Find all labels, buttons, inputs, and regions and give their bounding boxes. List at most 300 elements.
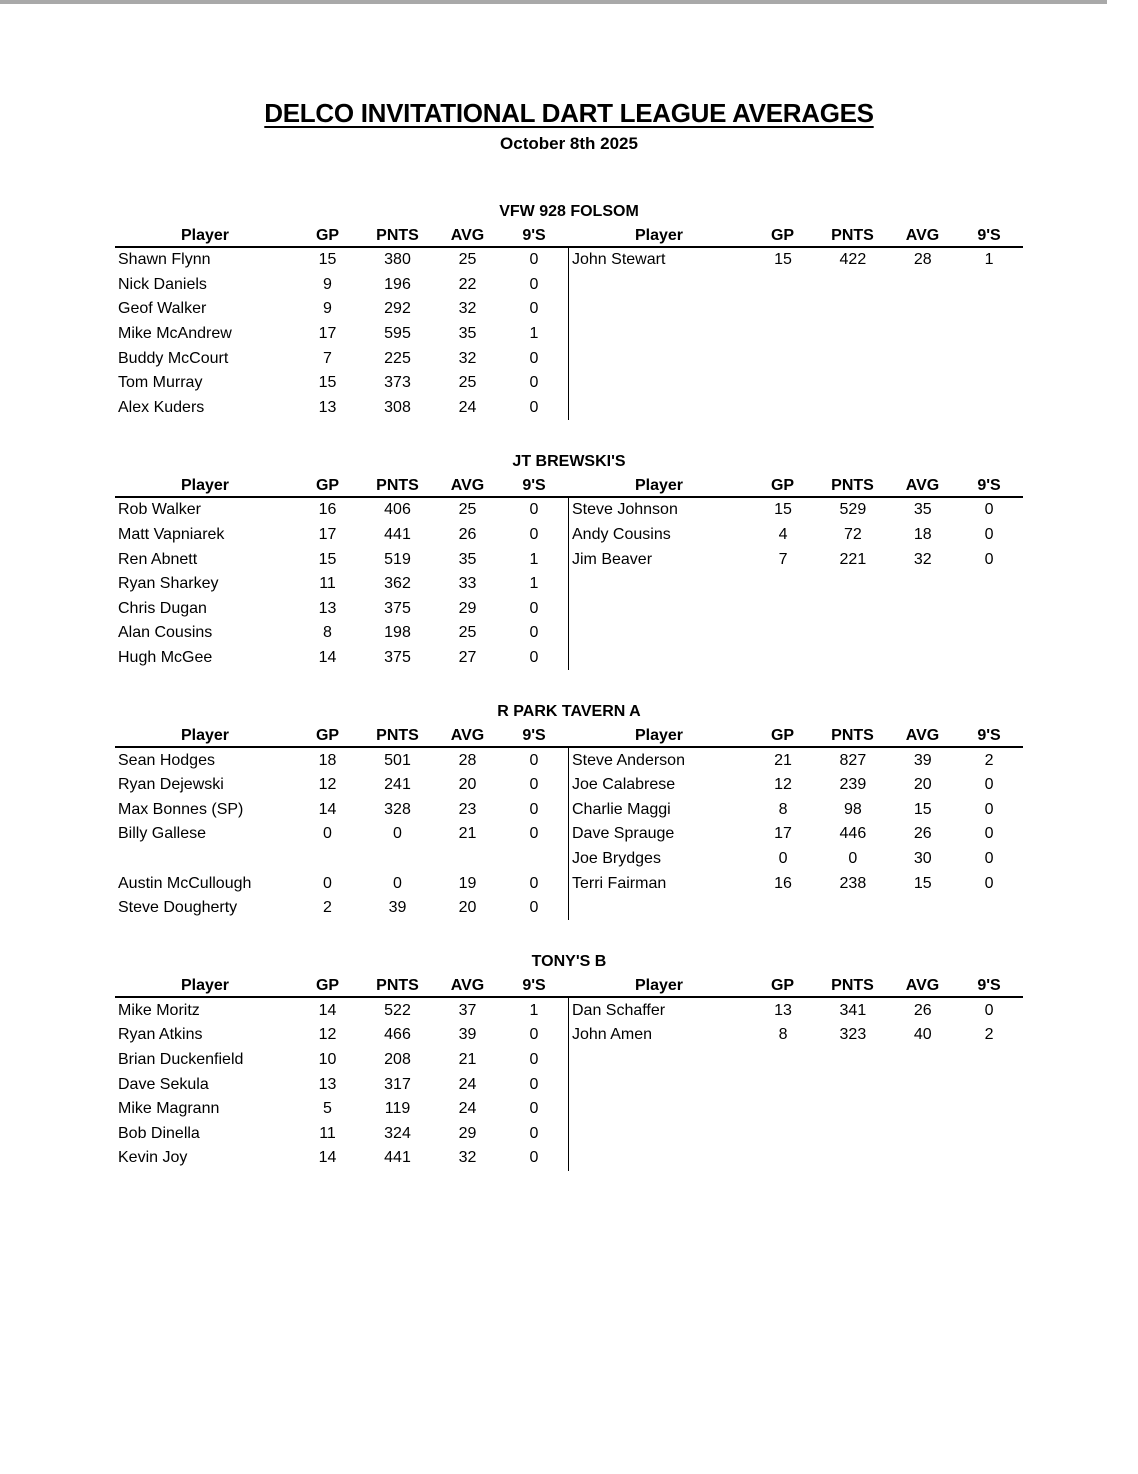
nines-cell: 0 bbox=[529, 300, 539, 318]
nines-cell: 0 bbox=[984, 776, 994, 794]
player-row bbox=[115, 572, 568, 597]
player-name-cell: Steve Anderson bbox=[572, 751, 685, 769]
left-rows bbox=[115, 248, 568, 420]
player-row bbox=[115, 998, 568, 1023]
gp-cell: 0 bbox=[778, 849, 788, 867]
gp-cell: 12 bbox=[774, 776, 792, 794]
blank-row bbox=[569, 621, 1023, 646]
team-section bbox=[0, 202, 1138, 420]
blank-row bbox=[569, 646, 1023, 671]
nines-cell: 0 bbox=[529, 1100, 539, 1118]
gp-cell: 10 bbox=[318, 1050, 337, 1068]
player-name-cell: Steve Johnson bbox=[572, 501, 678, 519]
player-row bbox=[115, 798, 568, 823]
avg-cell: 39 bbox=[458, 1026, 477, 1044]
nines-cell: 0 bbox=[529, 251, 539, 269]
nines-cell: 0 bbox=[529, 349, 539, 367]
nines-cell: 1 bbox=[529, 575, 539, 593]
blank-row bbox=[569, 896, 1023, 921]
col-header-player: Player bbox=[180, 227, 230, 244]
player-name-cell: Ryan Sharkey bbox=[118, 575, 219, 593]
right-rows bbox=[568, 998, 1023, 1170]
blank-row bbox=[115, 847, 568, 872]
gp-cell: 0 bbox=[323, 874, 332, 892]
player-name-cell: Nick Daniels bbox=[118, 275, 207, 293]
averages-table bbox=[115, 724, 1023, 920]
avg-cell: 20 bbox=[458, 776, 477, 794]
player-name-cell: Chris Dugan bbox=[118, 599, 207, 617]
avg-cell: 32 bbox=[458, 1149, 477, 1167]
blank-row bbox=[569, 396, 1023, 421]
avg-cell: 33 bbox=[458, 575, 477, 593]
player-name-cell: Buddy McCourt bbox=[118, 349, 229, 367]
col-header-gp: GP bbox=[315, 477, 340, 495]
pnts-cell: 323 bbox=[839, 1026, 867, 1044]
col-header-player: Player bbox=[180, 477, 230, 495]
player-name-cell: Dan Schaffer bbox=[572, 1001, 666, 1019]
header-left-half bbox=[115, 974, 568, 996]
player-name-cell: Mike Moritz bbox=[118, 1001, 200, 1019]
pnts-cell: 196 bbox=[384, 275, 411, 293]
player-name-cell: Jim Beaver bbox=[572, 550, 653, 568]
avg-cell: 28 bbox=[913, 251, 932, 269]
nines-cell: 0 bbox=[984, 849, 994, 867]
player-row bbox=[115, 273, 568, 298]
gp-cell: 12 bbox=[318, 776, 337, 794]
col-header-gp: GP bbox=[770, 727, 795, 745]
player-name-cell: Alex Kuders bbox=[118, 398, 205, 416]
nines-cell: 1 bbox=[529, 550, 539, 568]
nines-cell: 0 bbox=[529, 1075, 539, 1093]
player-name-cell: Charlie Maggi bbox=[572, 800, 671, 818]
player-row bbox=[569, 1023, 1023, 1048]
player-name-cell: Shawn Flynn bbox=[118, 251, 211, 269]
nines-cell: 0 bbox=[529, 275, 539, 293]
avg-cell: 25 bbox=[458, 374, 477, 392]
avg-cell: 20 bbox=[458, 899, 477, 917]
nines-cell: 0 bbox=[529, 1026, 539, 1044]
gp-cell: 14 bbox=[318, 1149, 337, 1167]
player-name-cell: Geof Walker bbox=[118, 300, 207, 318]
blank-row bbox=[569, 1097, 1023, 1122]
averages-table bbox=[115, 474, 1023, 670]
pnts-cell: 380 bbox=[384, 251, 411, 269]
nines-cell: 0 bbox=[529, 825, 539, 843]
avg-cell: 26 bbox=[458, 526, 477, 544]
player-row bbox=[115, 1023, 568, 1048]
avg-cell: 26 bbox=[913, 1001, 932, 1019]
player-name-cell: Rob Walker bbox=[118, 501, 201, 519]
player-row bbox=[115, 1048, 568, 1073]
player-name-cell: Billy Gallese bbox=[118, 825, 207, 843]
right-rows bbox=[568, 248, 1023, 420]
player-row bbox=[569, 871, 1023, 896]
gp-cell: 11 bbox=[319, 1124, 336, 1142]
pnts-cell: 529 bbox=[839, 501, 867, 519]
gp-cell: 9 bbox=[323, 300, 332, 318]
col-header-gp: GP bbox=[770, 477, 795, 495]
left-rows bbox=[115, 748, 568, 920]
avg-cell: 40 bbox=[913, 1026, 932, 1044]
team-name: VFW 928 FOLSOM bbox=[499, 203, 639, 220]
player-name-cell: Kevin Joy bbox=[118, 1149, 188, 1167]
player-name-cell: Andy Cousins bbox=[572, 526, 671, 544]
player-row bbox=[115, 523, 568, 548]
team-name: TONY'S B bbox=[531, 953, 607, 971]
pnts-cell: 441 bbox=[384, 526, 411, 544]
avg-cell: 20 bbox=[913, 776, 932, 794]
player-name-cell: John Amen bbox=[572, 1026, 653, 1044]
player-row bbox=[115, 748, 568, 773]
pnts-cell: 0 bbox=[848, 849, 858, 867]
player-row bbox=[115, 346, 568, 371]
col-header-nines: 9'S bbox=[977, 727, 1001, 745]
player-row bbox=[569, 847, 1023, 872]
nines-cell: 0 bbox=[529, 1050, 539, 1068]
nines-cell: 0 bbox=[984, 501, 994, 519]
avg-cell: 26 bbox=[913, 825, 932, 843]
pnts-cell: 292 bbox=[384, 300, 411, 318]
col-header-gp: GP bbox=[770, 977, 795, 995]
header-right-half bbox=[568, 474, 1023, 496]
gp-cell: 14 bbox=[318, 649, 337, 667]
averages-table bbox=[115, 974, 1023, 1170]
nines-cell: 0 bbox=[984, 874, 994, 892]
player-name-cell: Dave Sekula bbox=[118, 1075, 209, 1093]
col-header-player: Player bbox=[634, 477, 684, 495]
avg-cell: 35 bbox=[458, 325, 477, 343]
player-row bbox=[569, 798, 1023, 823]
avg-cell: 35 bbox=[913, 501, 932, 519]
page-date: October 8th 2025 bbox=[500, 134, 638, 153]
nines-cell: 0 bbox=[529, 624, 539, 642]
avg-cell: 35 bbox=[458, 550, 477, 568]
left-rows bbox=[115, 998, 568, 1170]
col-header-gp: GP bbox=[315, 977, 340, 995]
pnts-cell: 324 bbox=[384, 1124, 411, 1142]
gp-cell: 8 bbox=[778, 800, 788, 818]
nines-cell: 0 bbox=[529, 398, 539, 416]
avg-cell: 32 bbox=[458, 300, 477, 318]
avg-cell: 39 bbox=[913, 751, 932, 769]
pnts-cell: 317 bbox=[384, 1075, 411, 1093]
header-right-half bbox=[568, 224, 1023, 246]
gp-cell: 2 bbox=[323, 899, 332, 917]
gp-cell: 15 bbox=[774, 251, 792, 269]
header-left-half bbox=[115, 724, 568, 746]
nines-cell: 1 bbox=[529, 1001, 539, 1019]
avg-cell: 24 bbox=[458, 398, 477, 416]
player-row bbox=[115, 871, 568, 896]
player-row bbox=[569, 748, 1023, 773]
col-header-gp: GP bbox=[315, 727, 340, 745]
blank-row bbox=[569, 371, 1023, 396]
player-name-cell: Ren Abnett bbox=[118, 550, 198, 568]
player-name-cell: Mike Magrann bbox=[118, 1100, 220, 1118]
blank-row bbox=[569, 346, 1023, 371]
gp-cell: 15 bbox=[318, 251, 337, 269]
header-left-half bbox=[115, 224, 568, 246]
avg-cell: 29 bbox=[458, 599, 477, 617]
team-name: JT BREWSKI'S bbox=[512, 453, 626, 471]
player-row bbox=[115, 621, 568, 646]
table-header bbox=[115, 224, 1023, 248]
player-name-cell: Hugh McGee bbox=[118, 649, 213, 667]
player-name-cell: Steve Dougherty bbox=[118, 899, 238, 917]
nines-cell: 1 bbox=[529, 325, 539, 343]
gp-cell: 15 bbox=[774, 501, 792, 519]
avg-cell: 27 bbox=[458, 649, 477, 667]
col-header-avg: AVG bbox=[450, 227, 485, 244]
gp-cell: 17 bbox=[318, 526, 337, 544]
pnts-cell: 375 bbox=[384, 599, 411, 617]
pnts-cell: 0 bbox=[393, 874, 402, 892]
col-header-pnts: PNTS bbox=[376, 477, 419, 495]
table-body bbox=[115, 748, 1023, 920]
blank-row bbox=[569, 322, 1023, 347]
col-header-gp: GP bbox=[770, 227, 795, 244]
player-row bbox=[115, 1097, 568, 1122]
gp-cell: 11 bbox=[319, 575, 336, 593]
player-name-cell: John Stewart bbox=[572, 251, 666, 269]
avg-cell: 24 bbox=[458, 1100, 477, 1118]
col-header-avg: AVG bbox=[905, 727, 940, 745]
team-section bbox=[0, 702, 1138, 920]
pnts-cell: 221 bbox=[839, 550, 867, 568]
col-header-nines: 9'S bbox=[522, 977, 546, 995]
gp-cell: 18 bbox=[318, 751, 337, 769]
pnts-cell: 198 bbox=[384, 624, 411, 642]
col-header-nines: 9'S bbox=[977, 227, 1001, 244]
nines-cell: 0 bbox=[529, 374, 539, 392]
gp-cell: 16 bbox=[318, 501, 337, 519]
pnts-cell: 0 bbox=[393, 825, 402, 843]
col-header-nines: 9'S bbox=[522, 727, 546, 745]
player-name-cell: Max Bonnes (SP) bbox=[118, 800, 244, 818]
col-header-nines: 9'S bbox=[977, 477, 1001, 495]
player-name-cell: Terri Fairman bbox=[572, 874, 667, 892]
pnts-cell: 406 bbox=[384, 501, 411, 519]
gp-cell: 17 bbox=[318, 325, 337, 343]
player-name-cell: Joe Brydges bbox=[572, 849, 661, 867]
player-name-cell: Sean Hodges bbox=[118, 751, 215, 769]
pnts-cell: 241 bbox=[384, 776, 411, 794]
player-name-cell: Dave Sprauge bbox=[572, 825, 675, 843]
player-row bbox=[115, 597, 568, 622]
table-body bbox=[115, 248, 1023, 420]
nines-cell: 0 bbox=[984, 1001, 994, 1019]
table-body bbox=[115, 498, 1023, 670]
player-row bbox=[115, 822, 568, 847]
pnts-cell: 422 bbox=[839, 251, 867, 269]
player-row bbox=[569, 773, 1023, 798]
gp-cell: 17 bbox=[774, 825, 792, 843]
player-row bbox=[115, 1121, 568, 1146]
pnts-cell: 362 bbox=[384, 575, 411, 593]
right-rows bbox=[568, 748, 1023, 920]
gp-cell: 7 bbox=[778, 550, 788, 568]
gp-cell: 13 bbox=[318, 398, 337, 416]
nines-cell: 1 bbox=[984, 251, 994, 269]
gp-cell: 21 bbox=[774, 751, 792, 769]
player-row bbox=[115, 248, 568, 273]
gp-cell: 0 bbox=[323, 825, 332, 843]
nines-cell: 0 bbox=[529, 599, 539, 617]
gp-cell: 13 bbox=[774, 1001, 792, 1019]
player-name-cell: Tom Murray bbox=[118, 374, 203, 392]
nines-cell: 0 bbox=[529, 526, 539, 544]
gp-cell: 15 bbox=[318, 374, 337, 392]
nines-cell: 0 bbox=[529, 1124, 539, 1142]
pnts-cell: 225 bbox=[384, 349, 411, 367]
gp-cell: 8 bbox=[778, 1026, 788, 1044]
nines-cell: 0 bbox=[984, 825, 994, 843]
nines-cell: 0 bbox=[529, 899, 539, 917]
pnts-cell: 446 bbox=[839, 825, 867, 843]
player-row bbox=[115, 1146, 568, 1171]
pnts-cell: 238 bbox=[839, 874, 867, 892]
player-name-cell: Mike McAndrew bbox=[118, 325, 232, 343]
team-section bbox=[0, 952, 1138, 1170]
right-rows bbox=[568, 498, 1023, 670]
nines-cell: 0 bbox=[529, 874, 539, 892]
gp-cell: 16 bbox=[774, 874, 792, 892]
team-name: R PARK TAVERN A bbox=[497, 703, 641, 721]
gp-cell: 8 bbox=[323, 624, 332, 642]
col-header-avg: AVG bbox=[905, 477, 940, 495]
nines-cell: 2 bbox=[984, 751, 994, 769]
avg-cell: 32 bbox=[458, 349, 477, 367]
avg-cell: 15 bbox=[913, 800, 932, 818]
col-header-pnts: PNTS bbox=[376, 227, 419, 244]
player-row bbox=[569, 523, 1023, 548]
pnts-cell: 466 bbox=[384, 1026, 411, 1044]
player-row bbox=[115, 547, 568, 572]
gp-cell: 15 bbox=[318, 550, 337, 568]
player-row bbox=[569, 498, 1023, 523]
gp-cell: 13 bbox=[318, 1075, 337, 1093]
pnts-cell: 522 bbox=[384, 1001, 411, 1019]
player-row bbox=[569, 822, 1023, 847]
pnts-cell: 827 bbox=[839, 751, 867, 769]
nines-cell: 0 bbox=[529, 501, 539, 519]
col-header-nines: 9'S bbox=[977, 977, 1001, 995]
pnts-cell: 328 bbox=[384, 800, 411, 818]
nines-cell: 0 bbox=[984, 526, 994, 544]
gp-cell: 9 bbox=[323, 275, 332, 293]
player-row bbox=[569, 547, 1023, 572]
pnts-cell: 308 bbox=[384, 398, 411, 416]
player-name-cell: Alan Cousins bbox=[118, 624, 213, 642]
pnts-cell: 239 bbox=[839, 776, 867, 794]
pnts-cell: 441 bbox=[384, 1149, 411, 1167]
nines-cell: 0 bbox=[984, 550, 994, 568]
nines-cell: 0 bbox=[529, 751, 539, 769]
gp-cell: 14 bbox=[318, 1001, 337, 1019]
pnts-cell: 501 bbox=[384, 751, 411, 769]
avg-cell: 18 bbox=[913, 526, 932, 544]
avg-cell: 28 bbox=[458, 751, 477, 769]
col-header-pnts: PNTS bbox=[831, 727, 874, 745]
nines-cell: 2 bbox=[984, 1026, 994, 1044]
blank-row bbox=[569, 1072, 1023, 1097]
pnts-cell: 519 bbox=[384, 550, 411, 568]
player-row bbox=[569, 248, 1023, 273]
avg-cell: 19 bbox=[458, 874, 477, 892]
blank-row bbox=[569, 572, 1023, 597]
header-right-half bbox=[568, 974, 1023, 996]
pnts-cell: 98 bbox=[843, 800, 862, 818]
nines-cell: 0 bbox=[529, 776, 539, 794]
col-header-avg: AVG bbox=[450, 477, 485, 495]
gp-cell: 12 bbox=[318, 1026, 337, 1044]
col-header-pnts: PNTS bbox=[831, 477, 874, 495]
col-header-player: Player bbox=[634, 727, 684, 745]
col-header-player: Player bbox=[634, 227, 684, 244]
blank-row bbox=[569, 1048, 1023, 1073]
col-header-pnts: PNTS bbox=[831, 977, 874, 995]
table-body bbox=[115, 998, 1023, 1170]
avg-cell: 29 bbox=[458, 1124, 477, 1142]
col-header-pnts: PNTS bbox=[376, 727, 419, 745]
window-top-edge bbox=[0, 0, 1107, 4]
table-header bbox=[115, 974, 1023, 998]
avg-cell: 23 bbox=[458, 800, 477, 818]
col-header-avg: AVG bbox=[905, 227, 940, 244]
col-header-player: Player bbox=[634, 977, 684, 995]
pnts-cell: 72 bbox=[843, 526, 862, 544]
pnts-cell: 373 bbox=[384, 374, 411, 392]
blank-row bbox=[569, 297, 1023, 322]
pnts-cell: 341 bbox=[839, 1001, 867, 1019]
player-name-cell: Ryan Dejewski bbox=[118, 776, 224, 794]
col-header-player: Player bbox=[180, 727, 230, 745]
header-left-half bbox=[115, 474, 568, 496]
avg-cell: 25 bbox=[458, 624, 477, 642]
blank-row bbox=[569, 273, 1023, 298]
table-header bbox=[115, 724, 1023, 748]
nines-cell: 0 bbox=[529, 1149, 539, 1167]
player-row bbox=[115, 498, 568, 523]
player-row bbox=[115, 896, 568, 921]
col-header-avg: AVG bbox=[450, 977, 485, 995]
player-row bbox=[115, 396, 568, 421]
nines-cell: 0 bbox=[984, 800, 994, 818]
header-right-half bbox=[568, 724, 1023, 746]
blank-row bbox=[569, 597, 1023, 622]
pnts-cell: 119 bbox=[384, 1100, 411, 1118]
col-header-nines: 9'S bbox=[522, 227, 546, 244]
player-row bbox=[115, 646, 568, 671]
page-title: DELCO INVITATIONAL DART LEAGUE AVERAGES bbox=[264, 98, 874, 128]
avg-cell: 32 bbox=[913, 550, 932, 568]
player-row bbox=[115, 322, 568, 347]
nines-cell: 0 bbox=[529, 800, 539, 818]
avg-cell: 22 bbox=[458, 275, 477, 293]
player-row bbox=[115, 1072, 568, 1097]
avg-cell: 30 bbox=[913, 849, 932, 867]
gp-cell: 7 bbox=[323, 349, 332, 367]
player-row bbox=[115, 773, 568, 798]
player-row bbox=[115, 297, 568, 322]
left-rows bbox=[115, 498, 568, 670]
gp-cell: 5 bbox=[323, 1100, 332, 1118]
player-name-cell: Austin McCullough bbox=[118, 874, 252, 892]
player-name-cell: Ryan Atkins bbox=[118, 1026, 203, 1044]
sections-container bbox=[0, 202, 1138, 1171]
pnts-cell: 208 bbox=[384, 1050, 411, 1068]
player-row bbox=[115, 371, 568, 396]
